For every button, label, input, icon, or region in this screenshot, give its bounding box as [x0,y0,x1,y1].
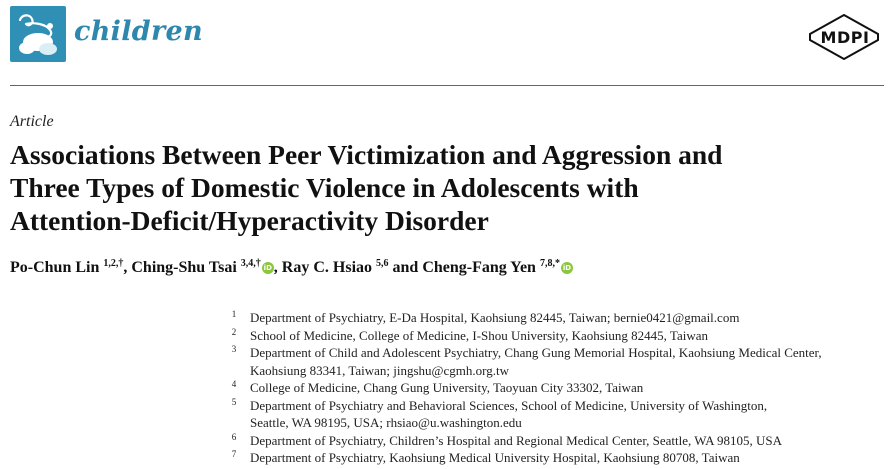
author-separator: , [273,259,282,276]
journal-header [0,0,896,86]
affiliation-item [228,309,888,327]
orcid-icon[interactable]: iD [562,264,572,272]
affiliation-text: Department of Psychiatry and Behavioral Sciences, School of Medicine, University of Washington, [250,397,768,413]
author-separator: and [388,259,423,276]
author-separator: , [123,259,132,276]
author-affil-marks: 1,2,† [103,258,124,269]
title-line: Three Types of Domestic Violence in Adolescents with [10,172,639,203]
affiliation-item [228,344,888,379]
orcid-icon[interactable]: iD [263,264,272,272]
author-list [10,258,890,277]
affiliation-number: 3 [231,344,237,354]
affiliation-text: Seattle, WA 98195, USA; rhsiao@u.washington.edu [250,415,522,430]
affiliation-number: 2 [231,326,237,337]
affiliation-list [228,309,888,467]
affiliation-text: Department of Psychiatry, Kaohsiung Medical University Hospital, Kaohsiung 80708, Taiwan [250,450,740,465]
author-name: Po-Chun Lin [10,259,100,276]
affiliation-number: 7 [231,449,237,459]
affiliation-item [228,379,888,397]
article-title [10,138,890,237]
affiliation-item [228,449,888,467]
header-divider [10,85,884,86]
affiliation-item [228,397,888,432]
article-type: Article [10,113,54,130]
publisher-name: MDPI [820,28,870,47]
journal-logo-icon [10,6,66,62]
affiliation-number: 5 [231,396,237,407]
title-line: Attention-Deficit/Hyperactivity Disorder [10,205,489,236]
journal-name: children [74,16,203,47]
affiliation-text: School of Medicine, College of Medicine, I-Shou University, Kaohsiung 82445, Taiwan [250,327,708,343]
affiliation-text: Kaohsiung 83341, Taiwan; jingshu@cgmh.org.tw [250,362,510,378]
affiliation-number: 6 [231,431,237,442]
author-name: Ray C. Hsiao [281,259,373,276]
affiliation-item [228,327,888,345]
affiliation-number: 1 [231,309,237,319]
affiliation-text: Department of Psychiatry, E-Da Hospital, Kaohsiung 82445, Taiwan; bernie0421@gmail.com [250,310,740,325]
title-line: Associations Between Peer Victimization and Aggression and [10,139,723,170]
author-affil-marks: 7,8,* [539,258,560,269]
author-name: Ching-Shu Tsai [131,259,237,276]
author-affil-marks: 5,6 [376,258,389,269]
affiliation-text: College of Medicine, Chang Gung University, Taoyuan City 33302, Taiwan [250,380,644,395]
author-name: Cheng-Fang Yen [422,259,536,276]
author-affil-marks: 3,4,† [240,258,261,269]
affiliation-item [228,432,888,450]
affiliation-text: Department of Psychiatry, Children’s Hospital and Regional Medical Center, Seattle, WA 98105, USA [250,432,783,448]
affiliation-number: 4 [231,379,237,389]
affiliation-text: Department of Child and Adolescent Psychiatry, Chang Gung Memorial Hospital, Kaohsiung Medical Center, [250,345,822,360]
